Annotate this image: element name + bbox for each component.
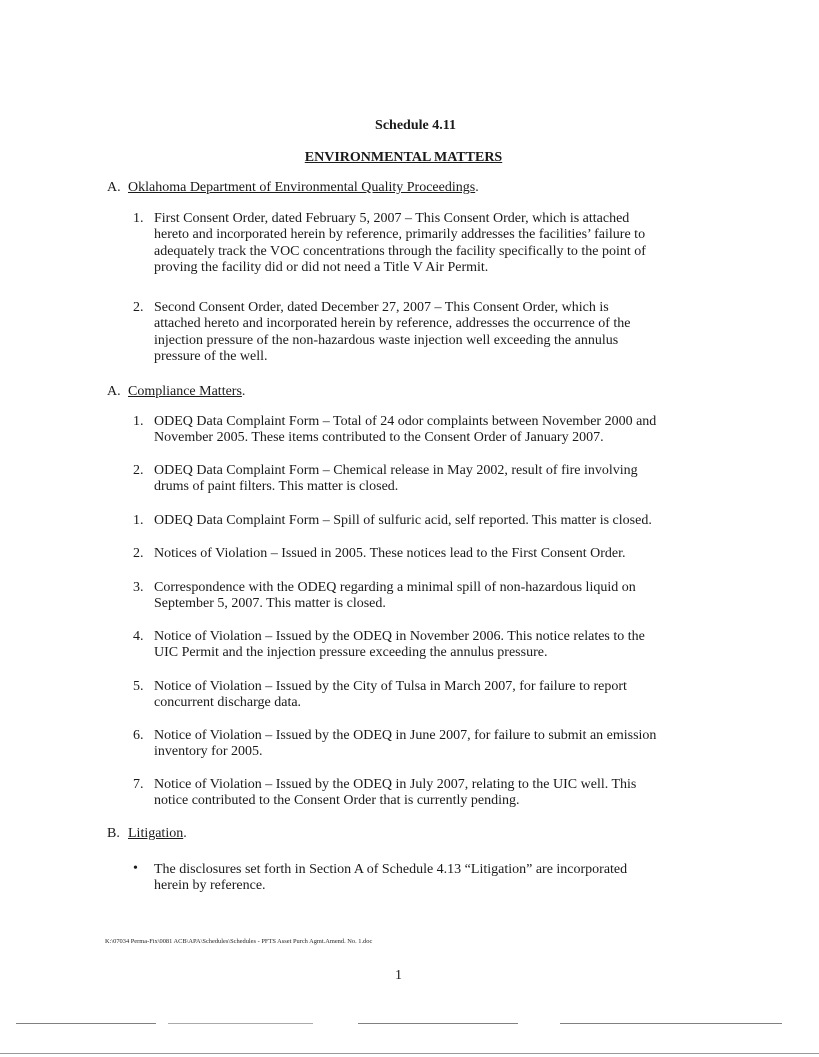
scan-artifact-line bbox=[0, 1053, 819, 1054]
section-heading-text: Oklahoma Department of Environmental Quality Proceedings bbox=[128, 180, 476, 195]
item-line: inventory for 2005. bbox=[154, 744, 263, 760]
item-line: Correspondence with the ODEQ regarding a minimal spill of non-hazardous liquid on bbox=[154, 580, 636, 595]
item-number: 2. bbox=[133, 463, 144, 478]
item-line: First Consent Order, dated February 5, 2007 – This Consent Order, which is attached bbox=[154, 211, 630, 226]
item-text bbox=[154, 300, 631, 365]
section-heading-text: Litigation bbox=[128, 826, 184, 841]
section-heading-odeq-proceedings bbox=[107, 180, 479, 196]
item-number: 5. bbox=[133, 679, 144, 694]
bullet-icon: • bbox=[133, 861, 138, 876]
item-number: 2. bbox=[133, 300, 144, 315]
section-letter: B. bbox=[107, 826, 120, 841]
item-line: proving the facility did or did not need a Title V Air Permit. bbox=[154, 259, 489, 275]
item-line: Notice of Violation – Issued by the ODEQ in June 2007, for failure to submit an emission bbox=[154, 728, 657, 743]
item-text bbox=[154, 777, 636, 810]
item-text bbox=[154, 546, 625, 562]
item-line: ODEQ Data Complaint Form – Total of 24 odor complaints between November 2000 and bbox=[154, 414, 657, 429]
item-number: 1. bbox=[133, 211, 144, 226]
scan-artifact-line bbox=[168, 1023, 313, 1024]
item-line: Second Consent Order, dated December 27, 2007 – This Consent Order, which is bbox=[154, 300, 609, 315]
item-line: herein by reference. bbox=[154, 878, 266, 894]
item-line: attached hereto and incorporated herein by reference, addresses the occurrence of the bbox=[154, 316, 631, 332]
section-heading-period: . bbox=[241, 384, 246, 399]
item-line: notice contributed to the Consent Order that is currently pending. bbox=[154, 793, 520, 809]
item-line: injection pressure of the non-hazardous waste injection well exceeding the annulus bbox=[154, 332, 619, 348]
item-text bbox=[154, 513, 652, 529]
page-number: 1 bbox=[395, 968, 402, 983]
item-line: concurrent discharge data. bbox=[154, 695, 302, 711]
item-line: hereto and incorporated herein by reference, primarily addresses the facilities’ failure to bbox=[154, 227, 646, 243]
footer-file-path: K:\07034 Perma-Fix\0081 ACB\APA\Schedules\Schedules - PFTS Asset Purch Agmt.Amend. No. 1.doc bbox=[105, 938, 373, 945]
scan-artifact-line bbox=[16, 1023, 156, 1024]
item-line: Notice of Violation – Issued by the ODEQ in July 2007, relating to the UIC well. This bbox=[154, 777, 637, 792]
item-text bbox=[154, 728, 656, 761]
main-title: ENVIRONMENTAL MATTERS bbox=[304, 150, 503, 165]
item-number: 4. bbox=[133, 629, 144, 644]
item-number: 6. bbox=[133, 728, 144, 743]
scan-artifact-line bbox=[358, 1023, 518, 1024]
item-number: 1. bbox=[133, 513, 144, 528]
item-number: 3. bbox=[133, 580, 144, 595]
item-line: Notices of Violation – Issued in 2005. These notices lead to the First Consent Order. bbox=[154, 546, 626, 561]
item-line: September 5, 2007. This matter is closed. bbox=[154, 596, 386, 612]
item-text bbox=[154, 463, 638, 496]
section-heading-compliance-matters bbox=[107, 384, 245, 400]
schedule-title: Schedule 4.11 bbox=[375, 118, 456, 133]
item-number: 7. bbox=[133, 777, 144, 792]
item-text bbox=[154, 211, 646, 276]
section-letter: A. bbox=[107, 180, 121, 195]
item-text bbox=[154, 629, 645, 662]
section-heading-period: . bbox=[475, 180, 479, 195]
item-line: drums of paint filters. This matter is closed. bbox=[154, 479, 399, 495]
item-line: The disclosures set forth in Section A of Schedule 4.13 “Litigation” are incorporated bbox=[154, 862, 628, 877]
item-text bbox=[154, 580, 636, 613]
item-number: 1. bbox=[133, 414, 144, 429]
scan-artifact-line bbox=[560, 1023, 782, 1024]
item-text bbox=[154, 414, 656, 447]
item-line: adequately track the VOC concentrations through the facility specifically to the point of bbox=[154, 243, 646, 259]
item-line: November 2005. These items contributed to the Consent Order of January 2007. bbox=[154, 430, 604, 446]
item-text bbox=[154, 679, 627, 712]
section-heading-text: Compliance Matters bbox=[128, 384, 242, 399]
section-heading-litigation bbox=[107, 826, 187, 842]
item-line: ODEQ Data Complaint Form – Chemical release in May 2002, result of fire involving bbox=[154, 463, 638, 478]
item-line: UIC Permit and the injection pressure exceeding the annulus pressure. bbox=[154, 645, 548, 661]
item-number: 2. bbox=[133, 546, 144, 561]
item-line: pressure of the well. bbox=[154, 348, 268, 364]
item-line: Notice of Violation – Issued by the ODEQ in November 2006. This notice relates to the bbox=[154, 629, 645, 644]
section-letter: A. bbox=[107, 384, 121, 399]
item-text bbox=[154, 862, 627, 895]
section-heading-period: . bbox=[183, 826, 187, 841]
item-line: ODEQ Data Complaint Form – Spill of sulfuric acid, self reported. This matter is closed. bbox=[154, 513, 652, 528]
item-line: Notice of Violation – Issued by the City of Tulsa in March 2007, for failure to report bbox=[154, 679, 627, 694]
